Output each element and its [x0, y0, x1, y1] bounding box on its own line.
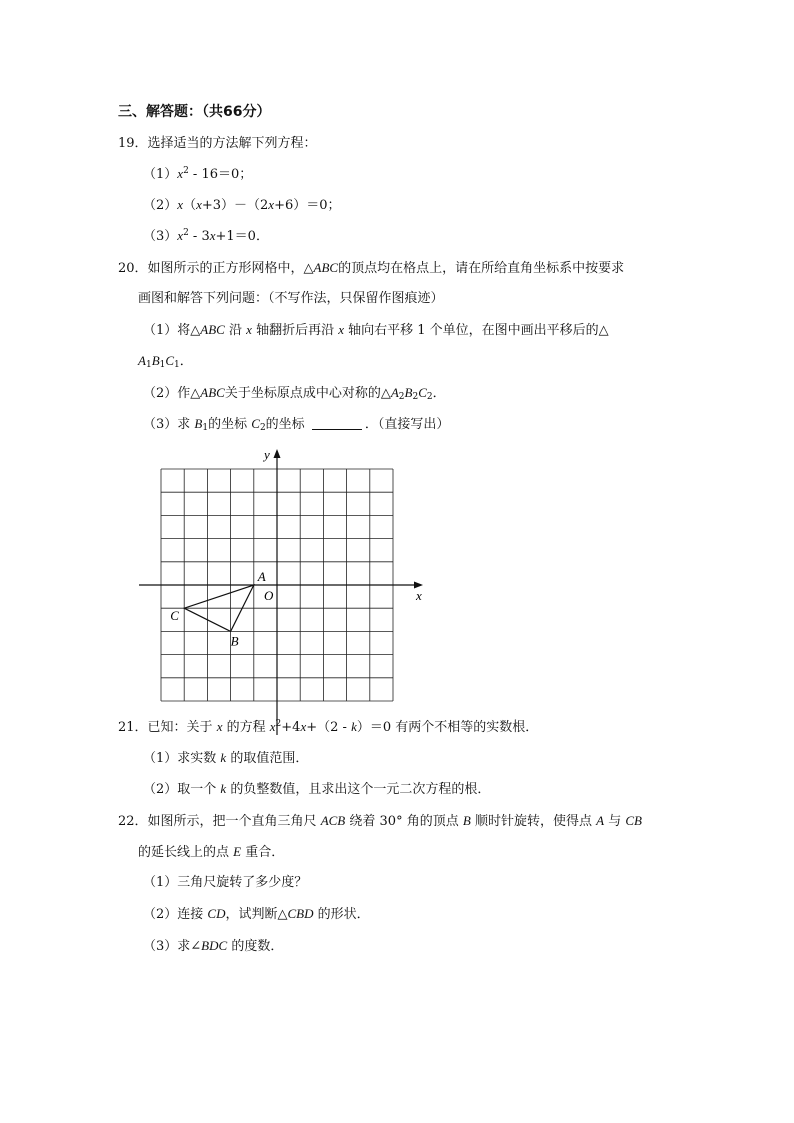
answer-blank[interactable]	[312, 417, 362, 430]
q21-part2: （2）取一个 k 的负整数值，且求出这个一元二次方程的根．	[143, 781, 491, 797]
q20-part1-line2: $A_1B_1C_1$．	[138, 353, 193, 370]
x-axis-label: x	[416, 588, 422, 603]
q20-part1-line1: （1）将△ABC 沿 x 轴翻折后再沿 x 轴向右平移 1 个单位，在图中画出平移后的△	[143, 322, 609, 338]
q20-stem-line1: 20．如图所示的正方形网格中，△ABC的顶点均在格点上，请在所给直角坐标系中按要求	[118, 260, 625, 276]
q20-part2: （2）作△ABC关于坐标原点成中心对称的$\triangle A_2B_2C_2$．	[143, 385, 446, 402]
vertex-label-a: A	[257, 569, 266, 584]
section-title: 三、解答题：（共66分）	[118, 104, 271, 120]
y-axis-arrow	[274, 449, 281, 458]
q19-stem: 19．选择适当的方法解下列方程：	[118, 136, 317, 151]
q22-part2: （2）连接 CD，试判断△CBD 的形状．	[143, 906, 370, 922]
q21-part1: （1）求实数 k 的取值范围．	[143, 750, 309, 766]
q19-part1: $(1)x^2 - 16=0$；	[143, 166, 253, 182]
q22-stem-line2: 的延长线上的点 E 重合．	[138, 844, 285, 860]
q22-stem-line1: 22．如图所示，把一个直角三角尺 ACB 绕着 30° 角的顶点 B 顺时针旋转，使得点 A 与 CB	[118, 813, 642, 829]
vertex-label-c: C	[170, 608, 179, 624]
coordinate-grid-figure	[130, 445, 430, 735]
q22-part3: （3）求∠BDC 的度数．	[143, 938, 284, 954]
q19-part2: （2）x（x+3）－（2x+6）＝0；	[143, 197, 341, 213]
q20-stem-line2: 画图和解答下列问题：（不写作法，只保留作图痕迹）	[138, 291, 444, 306]
vertex-label-b: B	[230, 633, 239, 649]
q21-stem: 21．已知：关于 x 的方程 $x^2+4x+(2 - k)=0$ 有两个不相等的实数根．	[118, 719, 539, 735]
y-axis-label: y	[264, 447, 270, 462]
q22-part1: （1）三角尺旋转了多少度？	[143, 875, 308, 890]
origin-label: O	[264, 588, 274, 603]
q20-part3: （3）求 $B_1$的坐标 $C_2$的坐标 ．（直接写出）	[143, 416, 450, 433]
q19-part3: $(3)x^2 - 3x+1=0$．	[143, 228, 269, 244]
